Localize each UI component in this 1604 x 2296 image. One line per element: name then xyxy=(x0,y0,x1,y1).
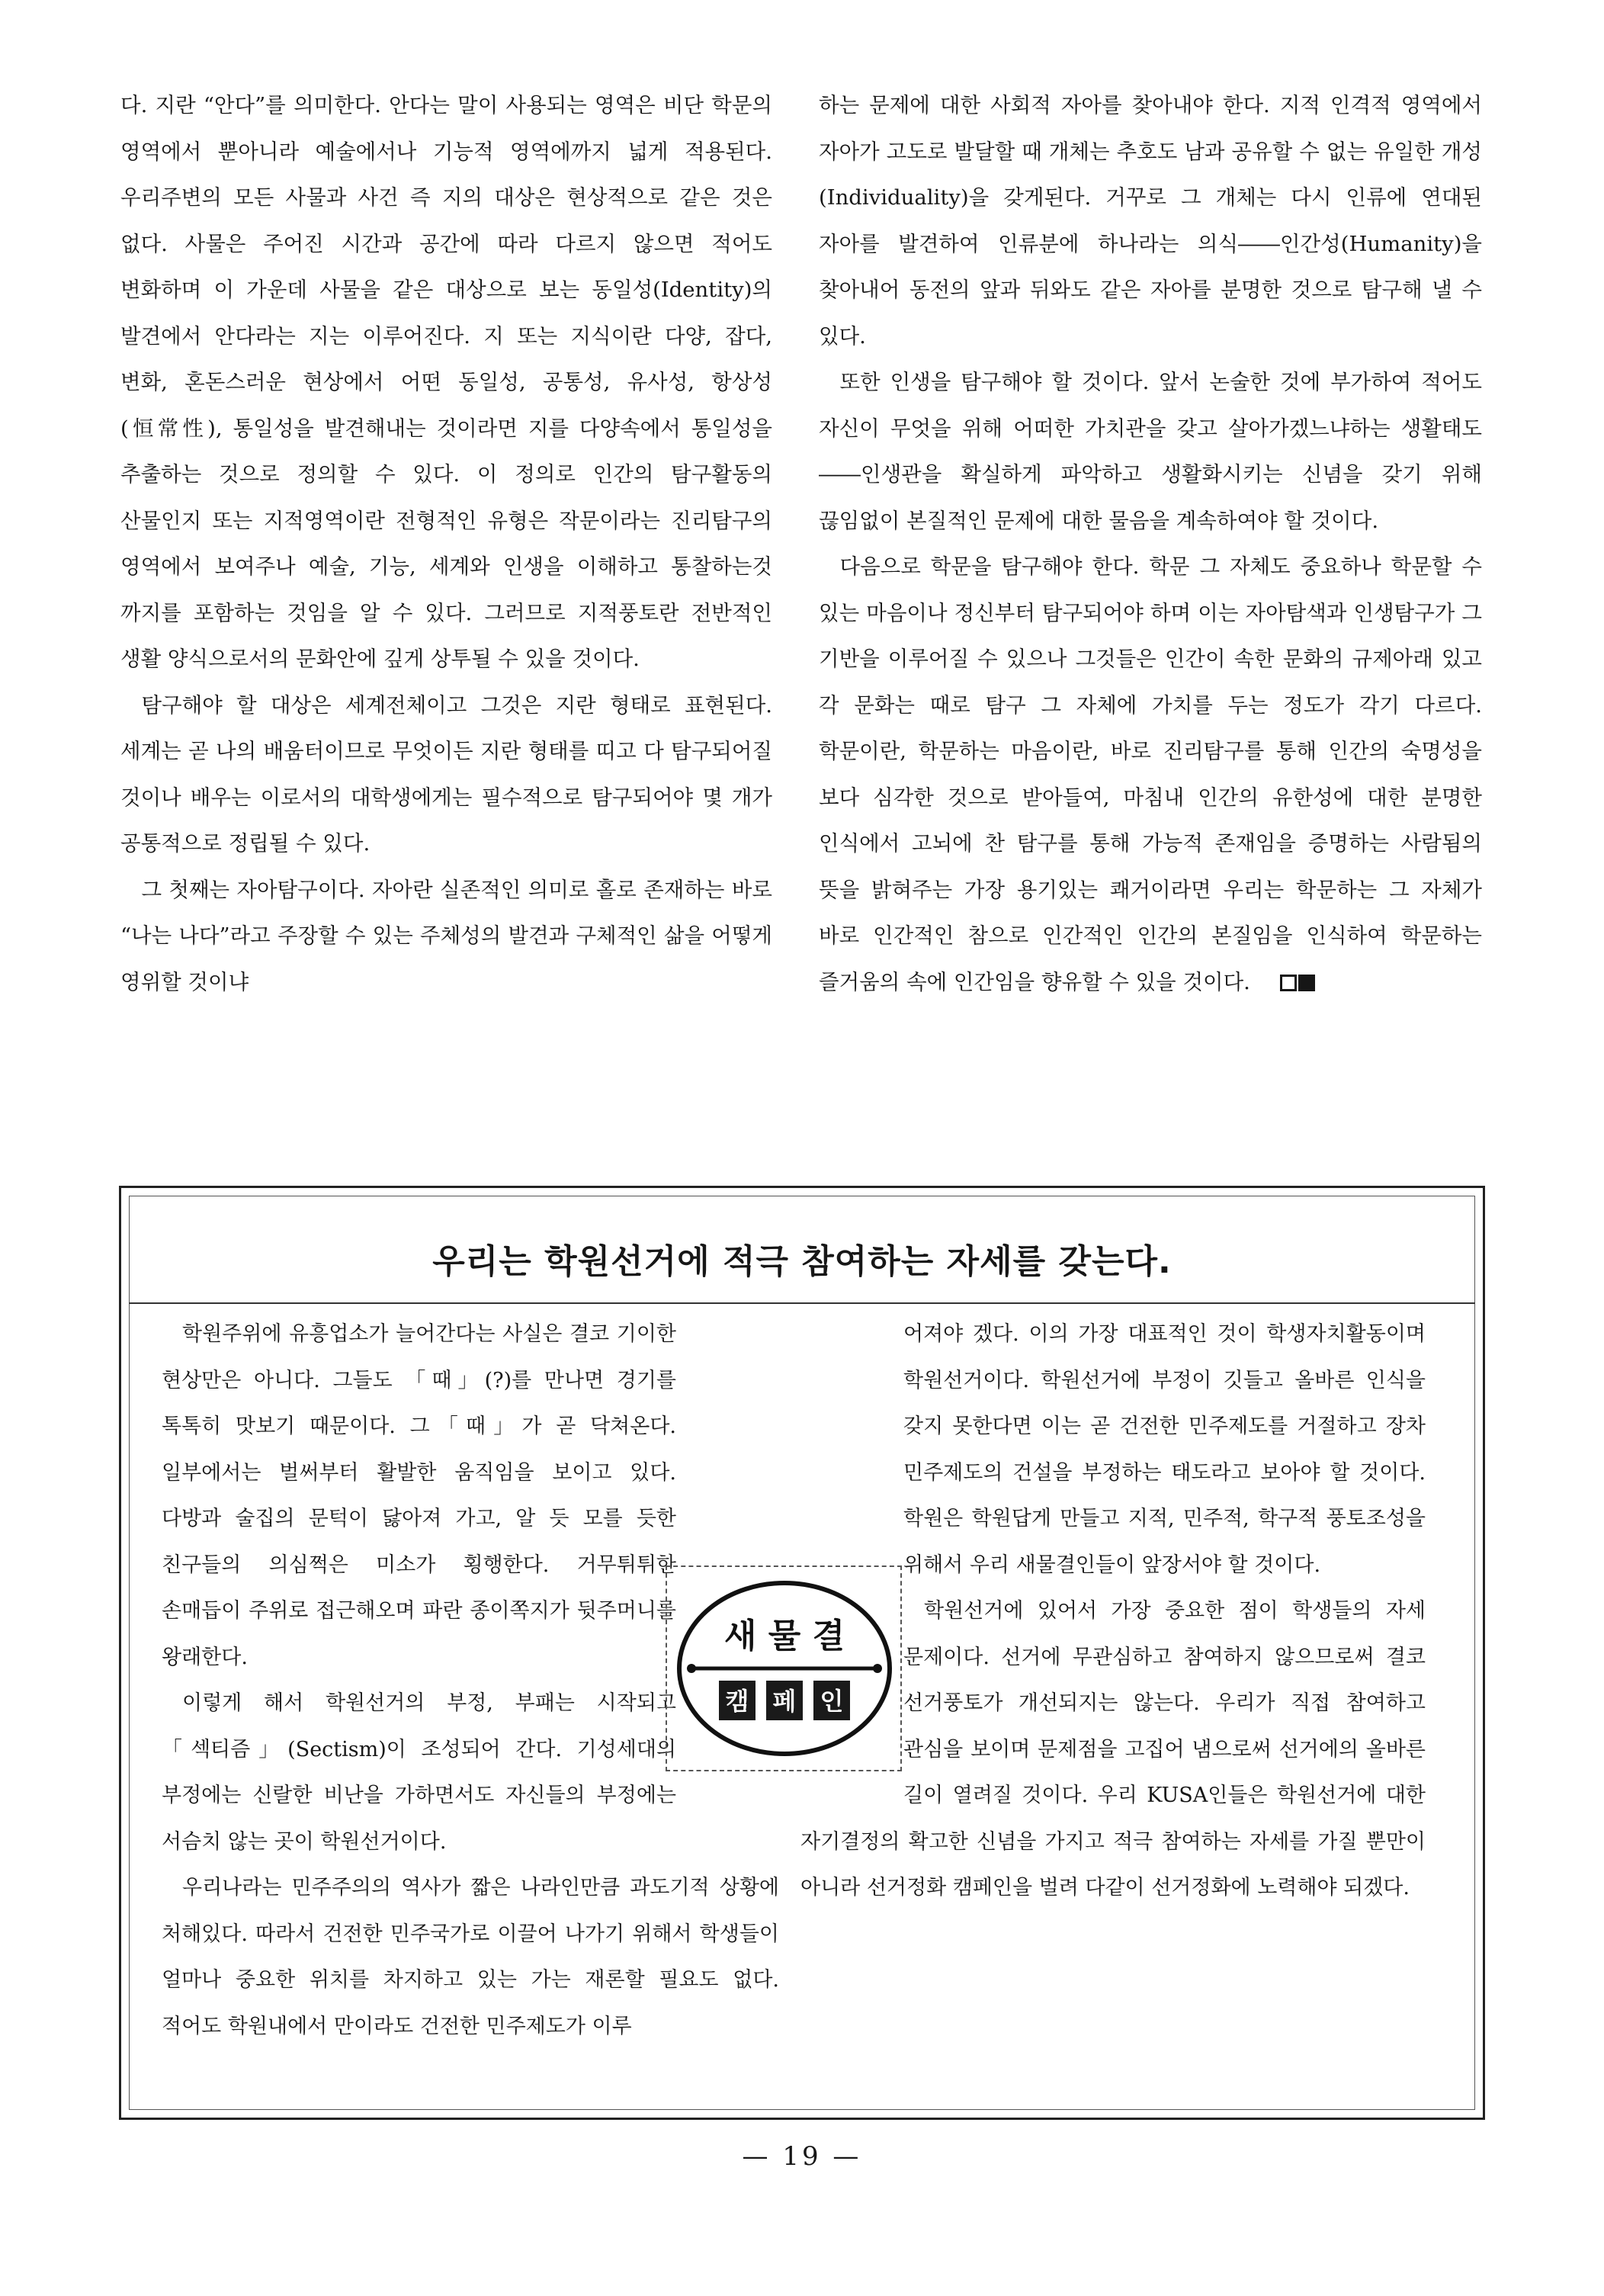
paragraph: 다. 지란 “안다”를 의미한다. 안다는 말이 사용되는 영역은 비단 학문의 영역에서 뿐아니라 예술에서나 기능적 영역에까지 넓게 적용된다. 우리주변의 모든 사물과 사건 즉 지의 대상은 현상적으로 같은 것은 없다. 사물은 주어진 시간과 공간에 따라 다르지 않으면 적어도 변화하며 이 가운데 사물을 같은 대상으로 보는 동일성(Identity)의 발견에서 안다라는 지는 이루어진다. 지 또는 지식이란 다양, 잡다, 변화, 혼돈스러운 현상에서 어떤 동일성, 공통성, 유사성, 항상성(恒常性), 통일성을 발견해내는 것이라면 지를 다양속에서 통일성을 추출하는 것으로 정의할 수 있다. 이 정의로 인간의 탐구활동의 산물인지 또는 지적영역이란 전형적인 유형은 작문이라는 진리탐구의 영역에서 보여주나 예술, 기능, 세계와 인생을 이해하고 통찰하는것 까지를 포함하는 것임을 알 수 있다. 그러므로 지적풍토란 전반적인 생활 양식으로서의 문화안에 깊게 상투될 수 있을 것이다. xyxy=(120,93,772,671)
top-article-left-column xyxy=(120,82,772,1005)
top-article-right-column xyxy=(819,82,1482,1007)
paragraph: 탐구해야 할 대상은 세계전체이고 그것은 지란 형태로 표현된다. 세계는 곧 나의 배움터이므로 무엇이든 지란 형태를 띠고 다 탐구되어질 것이나 배우는 이로서의 대학생에게는 필수적으로 탐구되어야 몇 개가 공통적으로 정립될 수 있다. xyxy=(120,692,772,856)
saemulgyeol-campaign-logo xyxy=(675,1578,894,1758)
paragraph-text: 다음으로 학문을 탐구해야 한다. 학문 그 자체도 중요하나 학문할 수 있는 마음이나 정신부터 탐구되어야 하며 이는 자아탐색과 인생탐구가 그 기반을 이루어질 수 있으나 그것들은 인간이 속한 문화의 규제아래 있고 각 문화는 때로 탐구 그 자체에 가치를 두는 정도가 각기 다르다. 학문이란, 학문하는 마음이란, 바로 진리탐구를 통해 인간의 숙명성을 보다 심각한 것으로 받아들여, 마침내 인간의 유한성에 대한 분명한 인식에서 고뇌에 찬 탐구를 통해 가능적 존재임을 증명하는 사람됨의 뜻을 밝혀주는 가장 용기있는 쾌거이라면 우리는 학문하는 그 자체가 바로 인간적인 참으로 인간적인 인간의 본질임을 인식하여 학문하는 즐거움의 속에 인간임을 향유할 수 있을 것이다. xyxy=(819,554,1482,994)
title-divider xyxy=(129,1302,1475,1304)
paragraph: 그 첫째는 자아탐구이다. 자아란 실존적인 의미로 홀로 존재하는 바로 “나는 나다”라고 주장할 수 있는 주체성의 발견과 구체적인 삶을 어떻게 영위할 것이냐 xyxy=(120,877,772,994)
paragraph xyxy=(800,1312,1426,1588)
paragraph: 하는 문제에 대한 사회적 자아를 찾아내야 한다. 지적 인격적 영역에서 자아가 고도로 발달할 때 개체는 추호도 남과 공유할 수 없는 유일한 개성(Individuality)을 갖게된다. 거꾸로 그 개체는 다시 인류에 연대된 자아를 발견하여 인류분에 하나라는 의식――인간성(Humanity)을 찾아내어 동전의 앞과 뒤와도 같은 자아를 분명한 것으로 탐구해 낼 수 있다. xyxy=(819,93,1482,348)
logo-top-text: 새 물 결 xyxy=(723,1617,845,1655)
paragraph-text: 학원주위에 유흥업소가 늘어간다는 사실은 결코 기이한 현상만은 아니다. 그들도 「때」(?)를 만나면 경기를 톡톡히 맛보기 때문이다. 그「때」가 곧 닥쳐온다. 일부에서는 벌써부터 활발한 움직임을 보이고 있다. 다방과 술집의 문턱이 닳아져 가고, 알 듯 모를 듯한 친구들의 의심쩍은 미소가 횡행한다. 거무튀튀한 손매듭이 주위로 접근해오며 파란 종이쪽지가 뒷주머니를 왕래한다. xyxy=(162,1322,676,1669)
boxed-article-title: 우리는 학원선거에 적극 참여하는 자세를 갖는다. xyxy=(432,1242,1172,1281)
paragraph: 학원선거에 있어서 가장 중요한 점이 학생들의 자세 문제이다. 선거에 무관심하고 참여하지 않으므로써 결코 선거풍토가 개선되지는 않는다. 우리가 직접 참여하고 관심을 보이며 문제점을 고집어 냄으로써 선거에의 올바른 길이 열려질 것이다. 우리 KUSA인들은 학원선거에 대한 자기결정의 확고한 신념을 가지고 적극 참여하는 자세를 가질 뿐만이 아니라 선거정화 캠페인을 벌려 다같이 선거정화에 노력해야 되겠다. xyxy=(800,1599,1426,1899)
paragraph-text: 어져야 겠다. 이의 가장 대표적인 것이 학생자치활동이며 학원선거이다. 학원선거에 부정이 깃들고 올바른 인식을 갖지 못한다면 이는 곧 건전한 민주제도를 거절하고 장차 민주제도의 건설을 부정하는 태도라고 보아야 할 것이다. 학원은 학원답게 만들고 지적, 민주적, 학구적 풍토조성을 위해서 우리 새물결인들이 앞장서야 할 것이다. xyxy=(903,1322,1426,1577)
logo-char: 인 xyxy=(820,1687,844,1716)
logo-char: 캠 xyxy=(725,1687,749,1716)
page-number: — 19 — xyxy=(742,2141,862,2172)
logo-char: 페 xyxy=(772,1687,797,1716)
paragraph: 우리나라는 민주주의의 역사가 짧은 나라인만큼 과도기적 상황에 처해있다. 따라서 건전한 민주국가로 이끌어 나가기 위해서 학생들이 얼마나 중요한 위치를 차지하고 있는 가는 재론할 필요도 없다. 적어도 학원내에서 만이라도 건전한 민주제도가 이루 xyxy=(162,1876,779,2038)
paragraph xyxy=(819,544,1482,1007)
paragraph: 이렇게 해서 학원선거의 부정, 부패는 시작되고 「섹티즘」(Sectism)이 조성되어 간다. 기성세대의 부정에는 신랄한 비난을 가하면서도 자신들의 부정에는 서슴치 않는 곳이 학원선거이다. xyxy=(162,1691,676,1854)
end-of-article-mark-icon xyxy=(1259,962,1316,1008)
paragraph: 또한 인생을 탐구해야 할 것이다. 앞서 논술한 것에 부가하여 적어도 자신이 무엇을 위해 어떠한 가치관을 갖고 살아가겠느냐하는 생활태도――인생관을 확실하게 파악하고 생활화시키는 신념을 갖기 위해 끊임없이 본질적인 문제에 대한 물음을 계속하여야 할 것이다. xyxy=(819,370,1482,533)
